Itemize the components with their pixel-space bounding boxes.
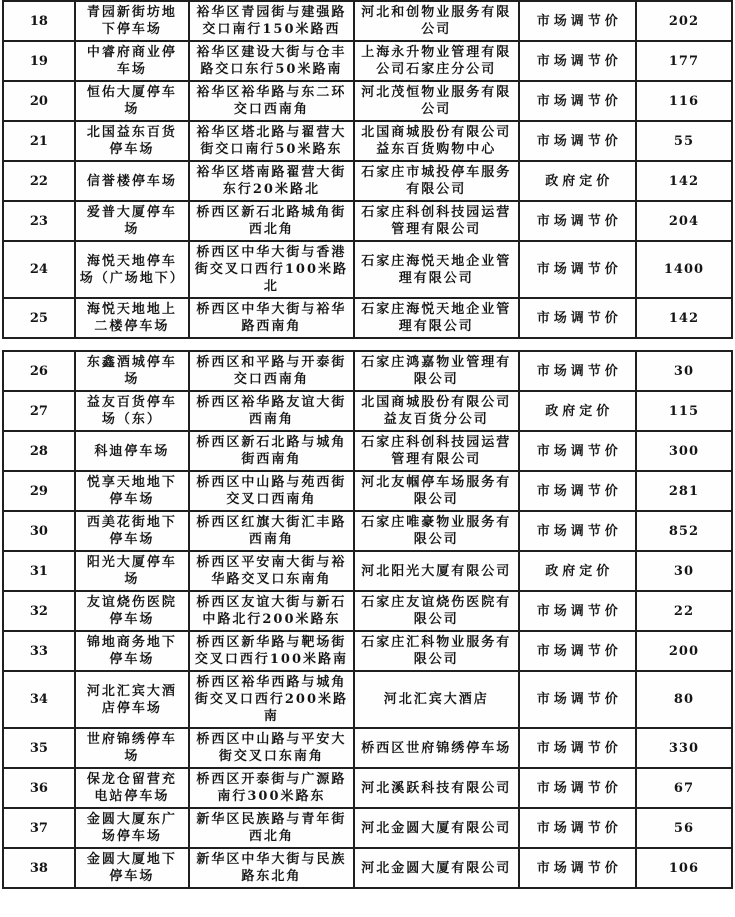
cell-management-company: 河北汇宾大酒店: [354, 671, 519, 728]
cell-location: 桥西区和平路与开泰街交口西南角: [189, 351, 354, 391]
cell-pricing-type: 市场调节价: [519, 671, 636, 728]
cell-row-number: 33: [3, 631, 75, 671]
cell-parking-name: 悦享天地地下停车场: [75, 471, 189, 511]
table-row: [3, 431, 732, 471]
cell-row-number: 20: [3, 81, 75, 121]
cell-space-count: 852: [636, 511, 732, 551]
cell-location: 桥西区裕华路友谊大街西南角: [189, 391, 354, 431]
cell-location: 裕华区塔北路与翟营大街交口南行50米路东: [189, 121, 354, 161]
cell-location: 桥西区新石北路与城角街西南角: [189, 431, 354, 471]
table-row: [3, 351, 732, 391]
table-section-divider: [0, 339, 735, 350]
cell-space-count: 116: [636, 81, 732, 121]
cell-space-count: 67: [636, 768, 732, 808]
cell-parking-name: 世府锦绣停车场: [75, 728, 189, 768]
cell-management-company: 石家庄海悦天地企业管理有限公司: [354, 298, 519, 338]
cell-space-count: 22: [636, 591, 732, 631]
cell-row-number: 31: [3, 551, 75, 591]
cell-space-count: 30: [636, 351, 732, 391]
cell-pricing-type: 市场调节价: [519, 121, 636, 161]
cell-space-count: 1400: [636, 241, 732, 298]
cell-management-company: 石家庄友谊烧伤医院有限公司: [354, 591, 519, 631]
cell-parking-name: 青园新街坊地下停车场: [75, 1, 189, 41]
cell-management-company: 石家庄汇科物业服务有限公司: [354, 631, 519, 671]
cell-row-number: 35: [3, 728, 75, 768]
cell-management-company: 河北和创物业服务有限公司: [354, 1, 519, 41]
table-row: [3, 768, 732, 808]
cell-parking-name: 锦地商务地下停车场: [75, 631, 189, 671]
cell-location: 桥西区中山路与苑西街交叉口西南角: [189, 471, 354, 511]
cell-pricing-type: 市场调节价: [519, 728, 636, 768]
cell-row-number: 37: [3, 808, 75, 848]
cell-parking-name: 友谊烧伤医院停车场: [75, 591, 189, 631]
table-row: [3, 391, 732, 431]
cell-location: 裕华区裕华路与东二环交口西南角: [189, 81, 354, 121]
cell-space-count: 30: [636, 551, 732, 591]
cell-parking-name: 信誉楼停车场: [75, 161, 189, 201]
cell-row-number: 21: [3, 121, 75, 161]
cell-management-company: 石家庄海悦天地企业管理有限公司: [354, 241, 519, 298]
cell-space-count: 80: [636, 671, 732, 728]
cell-location: 裕华区青园街与建强路交口南行150米路西: [189, 1, 354, 41]
cell-location: 裕华区建设大街与仓丰路交口东行50米路南: [189, 41, 354, 81]
cell-parking-name: 金圆大厦东广场停车场: [75, 808, 189, 848]
cell-management-company: 河北友帼停车场服务有限公司: [354, 471, 519, 511]
cell-row-number: 34: [3, 671, 75, 728]
cell-parking-name: 河北汇宾大酒店停车场: [75, 671, 189, 728]
cell-parking-name: 保龙仓留营充电站停车场: [75, 768, 189, 808]
cell-space-count: 200: [636, 631, 732, 671]
cell-location: 桥西区红旗大街汇丰路西南角: [189, 511, 354, 551]
cell-location: 裕华区塔南路翟营大街东行20米路北: [189, 161, 354, 201]
cell-parking-name: 科迪停车场: [75, 431, 189, 471]
cell-management-company: 桥西区世府锦绣停车场: [354, 728, 519, 768]
parking-table-upper-body: [3, 1, 732, 338]
cell-parking-name: 阳光大厦停车场: [75, 551, 189, 591]
cell-pricing-type: 市场调节价: [519, 431, 636, 471]
cell-location: 桥西区友谊大街与新石中路北行200米路东: [189, 591, 354, 631]
cell-row-number: 24: [3, 241, 75, 298]
table-row: [3, 81, 732, 121]
cell-parking-name: 中睿府商业停车场: [75, 41, 189, 81]
cell-management-company: 河北金圆大厦有限公司: [354, 848, 519, 888]
cell-pricing-type: 市场调节价: [519, 81, 636, 121]
cell-row-number: 27: [3, 391, 75, 431]
cell-row-number: 18: [3, 1, 75, 41]
parking-table-lower: [2, 350, 733, 889]
cell-management-company: 石家庄科创科技园运营管理有限公司: [354, 431, 519, 471]
cell-pricing-type: 市场调节价: [519, 298, 636, 338]
cell-location: 桥西区裕华西路与城角街交叉口西行200米路南: [189, 671, 354, 728]
cell-row-number: 32: [3, 591, 75, 631]
cell-row-number: 23: [3, 201, 75, 241]
cell-row-number: 29: [3, 471, 75, 511]
cell-location: 新华区中华大街与民族路东北角: [189, 848, 354, 888]
table-row: [3, 631, 732, 671]
cell-space-count: 55: [636, 121, 732, 161]
table-row: [3, 1, 732, 41]
cell-space-count: 204: [636, 201, 732, 241]
cell-pricing-type: 政府定价: [519, 391, 636, 431]
cell-pricing-type: 市场调节价: [519, 201, 636, 241]
cell-location: 桥西区新石北路城角街西北角: [189, 201, 354, 241]
cell-pricing-type: 市场调节价: [519, 631, 636, 671]
cell-parking-name: 益友百货停车场（东）: [75, 391, 189, 431]
cell-space-count: 330: [636, 728, 732, 768]
cell-parking-name: 金圆大厦地下停车场: [75, 848, 189, 888]
cell-row-number: 25: [3, 298, 75, 338]
cell-row-number: 30: [3, 511, 75, 551]
cell-management-company: 石家庄唯豪物业服务有限公司: [354, 511, 519, 551]
table-row: [3, 848, 732, 888]
cell-space-count: 300: [636, 431, 732, 471]
cell-location: 桥西区新华路与靶场街交叉口西行100米路南: [189, 631, 354, 671]
cell-parking-name: 爱普大厦停车场: [75, 201, 189, 241]
cell-location: 桥西区中山路与平安大街交叉口东南角: [189, 728, 354, 768]
cell-pricing-type: 市场调节价: [519, 808, 636, 848]
table-row: [3, 808, 732, 848]
cell-parking-name: 北国益东百货停车场: [75, 121, 189, 161]
cell-pricing-type: 市场调节价: [519, 768, 636, 808]
table-row: [3, 551, 732, 591]
cell-space-count: 142: [636, 161, 732, 201]
cell-row-number: 36: [3, 768, 75, 808]
cell-management-company: 河北金圆大厦有限公司: [354, 808, 519, 848]
table-row: [3, 161, 732, 201]
cell-row-number: 22: [3, 161, 75, 201]
cell-pricing-type: 市场调节价: [519, 241, 636, 298]
table-row: [3, 728, 732, 768]
cell-space-count: 202: [636, 1, 732, 41]
cell-location: 新华区民族路与青年街西北角: [189, 808, 354, 848]
cell-management-company: 河北溪跃科技有限公司: [354, 768, 519, 808]
cell-space-count: 106: [636, 848, 732, 888]
cell-parking-name: 西美花街地下停车场: [75, 511, 189, 551]
cell-location: 桥西区平安南大街与裕华路交叉口东南角: [189, 551, 354, 591]
table-row: [3, 41, 732, 81]
cell-pricing-type: 市场调节价: [519, 848, 636, 888]
cell-management-company: 上海永升物业管理有限公司石家庄分公司: [354, 41, 519, 81]
table-row: [3, 671, 732, 728]
cell-parking-name: 东鑫酒城停车场: [75, 351, 189, 391]
cell-row-number: 26: [3, 351, 75, 391]
table-row: [3, 511, 732, 551]
cell-pricing-type: 政府定价: [519, 161, 636, 201]
parking-table-lower-body: [3, 351, 732, 888]
cell-management-company: 河北茂恒物业服务有限公司: [354, 81, 519, 121]
cell-space-count: 142: [636, 298, 732, 338]
table-row: [3, 121, 732, 161]
cell-parking-name: 海悦天地地上二楼停车场: [75, 298, 189, 338]
cell-pricing-type: 市场调节价: [519, 41, 636, 81]
cell-location: 桥西区中华大街与裕华路西南角: [189, 298, 354, 338]
cell-row-number: 28: [3, 431, 75, 471]
cell-management-company: 石家庄科创科技园运营管理有限公司: [354, 201, 519, 241]
cell-management-company: 北国商城股份有限公司益友百货分公司: [354, 391, 519, 431]
table-row: [3, 591, 732, 631]
cell-pricing-type: 市场调节价: [519, 511, 636, 551]
table-row: [3, 471, 732, 511]
cell-pricing-type: 市场调节价: [519, 591, 636, 631]
cell-pricing-type: 政府定价: [519, 551, 636, 591]
table-row: [3, 201, 732, 241]
cell-space-count: 177: [636, 41, 732, 81]
cell-management-company: 河北阳光大厦有限公司: [354, 551, 519, 591]
cell-management-company: 北国商城股份有限公司益东百货购物中心: [354, 121, 519, 161]
cell-pricing-type: 市场调节价: [519, 351, 636, 391]
table-row: [3, 241, 732, 298]
cell-location: 桥西区开泰街与广源路南行300米路东: [189, 768, 354, 808]
parking-table-upper: [2, 0, 733, 339]
cell-parking-name: 恒佑大厦停车场: [75, 81, 189, 121]
cell-space-count: 56: [636, 808, 732, 848]
cell-management-company: 石家庄鸿嘉物业管理有限公司: [354, 351, 519, 391]
cell-parking-name: 海悦天地停车场（广场地下）: [75, 241, 189, 298]
cell-row-number: 38: [3, 848, 75, 888]
cell-space-count: 115: [636, 391, 732, 431]
table-row: [3, 298, 732, 338]
cell-space-count: 281: [636, 471, 732, 511]
cell-pricing-type: 市场调节价: [519, 471, 636, 511]
cell-pricing-type: 市场调节价: [519, 1, 636, 41]
cell-management-company: 石家庄市城投停车服务有限公司: [354, 161, 519, 201]
cell-row-number: 19: [3, 41, 75, 81]
cell-location: 桥西区中华大街与香港街交叉口西行100米路北: [189, 241, 354, 298]
